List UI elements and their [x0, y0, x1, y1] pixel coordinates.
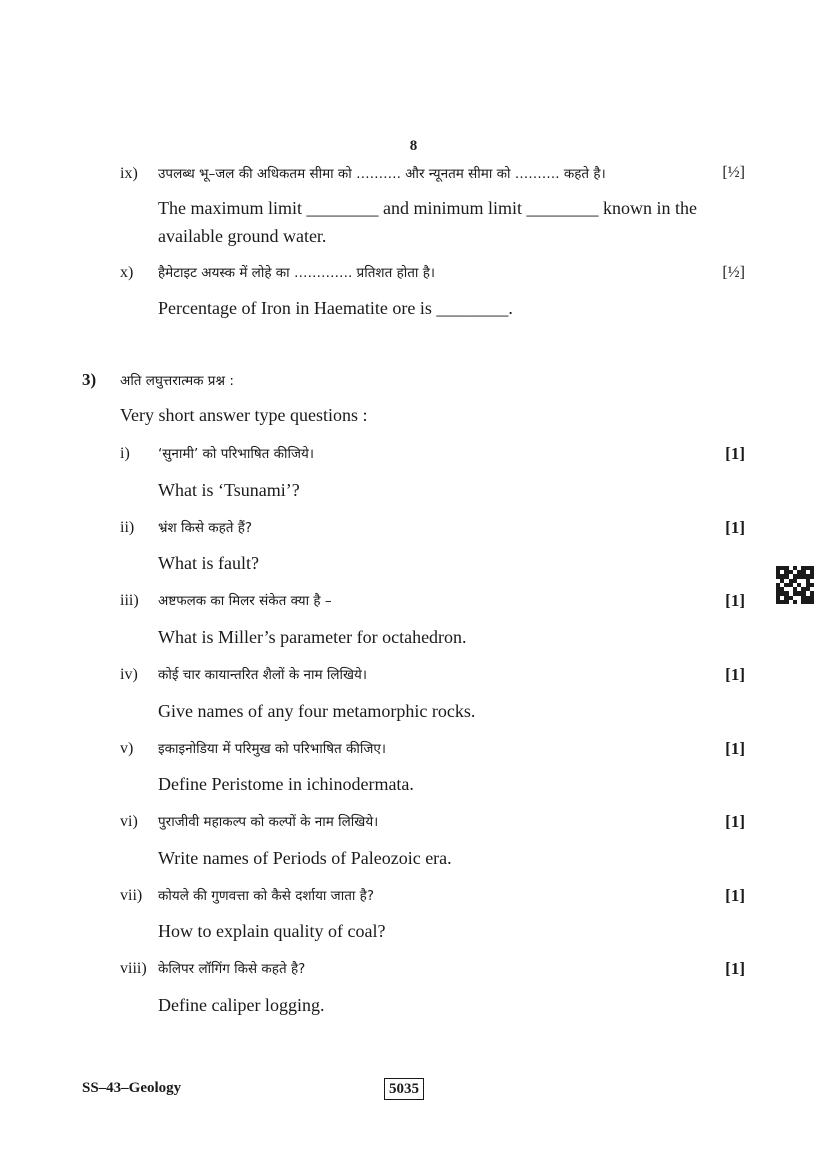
page-number: 8 — [409, 138, 418, 154]
question-marks: [1] — [725, 812, 745, 831]
question-number: ix) — [120, 165, 138, 182]
footer-paper-code: SS–43–Geology — [82, 1080, 182, 1096]
question-hindi: कोई चार कायान्तरित शैलों के नाम लिखिये। — [158, 667, 367, 683]
question-number: v) — [120, 740, 134, 757]
question-hindi: पुराजीवी महाकल्प को कल्पों के नाम लिखिये। — [158, 814, 379, 830]
question-hindi: भ्रंश किसे कहते हैं? — [158, 520, 253, 536]
section-title-english: Very short answer type questions : — [120, 405, 368, 425]
qr-code — [776, 566, 814, 604]
question-hindi: ‘सुनामी’ को परिभाषित कीजिये। — [158, 446, 314, 462]
question-number: viii) — [120, 960, 147, 977]
question-number: x) — [120, 264, 134, 281]
question-english: Give names of any four metamorphic rocks. — [158, 701, 476, 721]
question-english: Define Peristome in ichinodermata. — [158, 774, 414, 794]
question-number: vi) — [120, 813, 138, 830]
question-english: What is ‘Tsunami’? — [158, 480, 300, 500]
question-hindi: उपलब्ध भू–जल की अधिकतम सीमा को ………. और न्यूनतम सीमा को ………. कहते है। — [158, 166, 606, 182]
question-number: iv) — [120, 666, 138, 683]
question-marks: [1] — [725, 444, 745, 463]
question-hindi: हैमेटाइट अयस्क में लोहे का …………. प्रतिशत होता है। — [158, 265, 436, 281]
question-english-cont: available ground water. — [158, 226, 327, 246]
footer-code-box: 5035 — [384, 1078, 424, 1100]
question-hindi: कोयले की गुणवत्ता को कैसे दर्शाया जाता है? — [158, 888, 375, 904]
question-english: What is Miller’s parameter for octahedron. — [158, 627, 467, 647]
question-marks: [1] — [725, 591, 745, 610]
section-title-hindi: अति लघुत्तरात्मक प्रश्न : — [120, 373, 234, 389]
question-english: Write names of Periods of Paleozoic era. — [158, 848, 452, 868]
question-marks: [1] — [725, 886, 745, 905]
question-hindi: अष्टफलक का मिलर संकेत क्या है – — [158, 593, 332, 609]
question-marks: [1] — [725, 739, 745, 758]
question-marks: [1] — [725, 518, 745, 537]
question-marks: [½] — [722, 164, 745, 181]
question-marks: [½] — [722, 264, 745, 281]
section-number: 3) — [82, 370, 97, 389]
question-english: Define caliper logging. — [158, 995, 325, 1015]
question-hindi: इकाइनोडिया में परिमुख को परिभाषित कीजिए। — [158, 741, 386, 757]
question-number: iii) — [120, 592, 139, 609]
question-english: Percentage of Iron in Haematite ore is ________. — [158, 298, 513, 318]
question-english: The maximum limit ________ and minimum limit ________ known in the — [158, 198, 697, 218]
question-english: What is fault? — [158, 553, 259, 573]
question-marks: [1] — [725, 959, 745, 978]
question-number: vii) — [120, 887, 143, 904]
question-english: How to explain quality of coal? — [158, 921, 386, 941]
question-number: ii) — [120, 519, 135, 536]
question-number: i) — [120, 445, 130, 462]
question-hindi: केलिपर लॉगिंग किसे कहते है? — [158, 961, 306, 977]
question-marks: [1] — [725, 665, 745, 684]
